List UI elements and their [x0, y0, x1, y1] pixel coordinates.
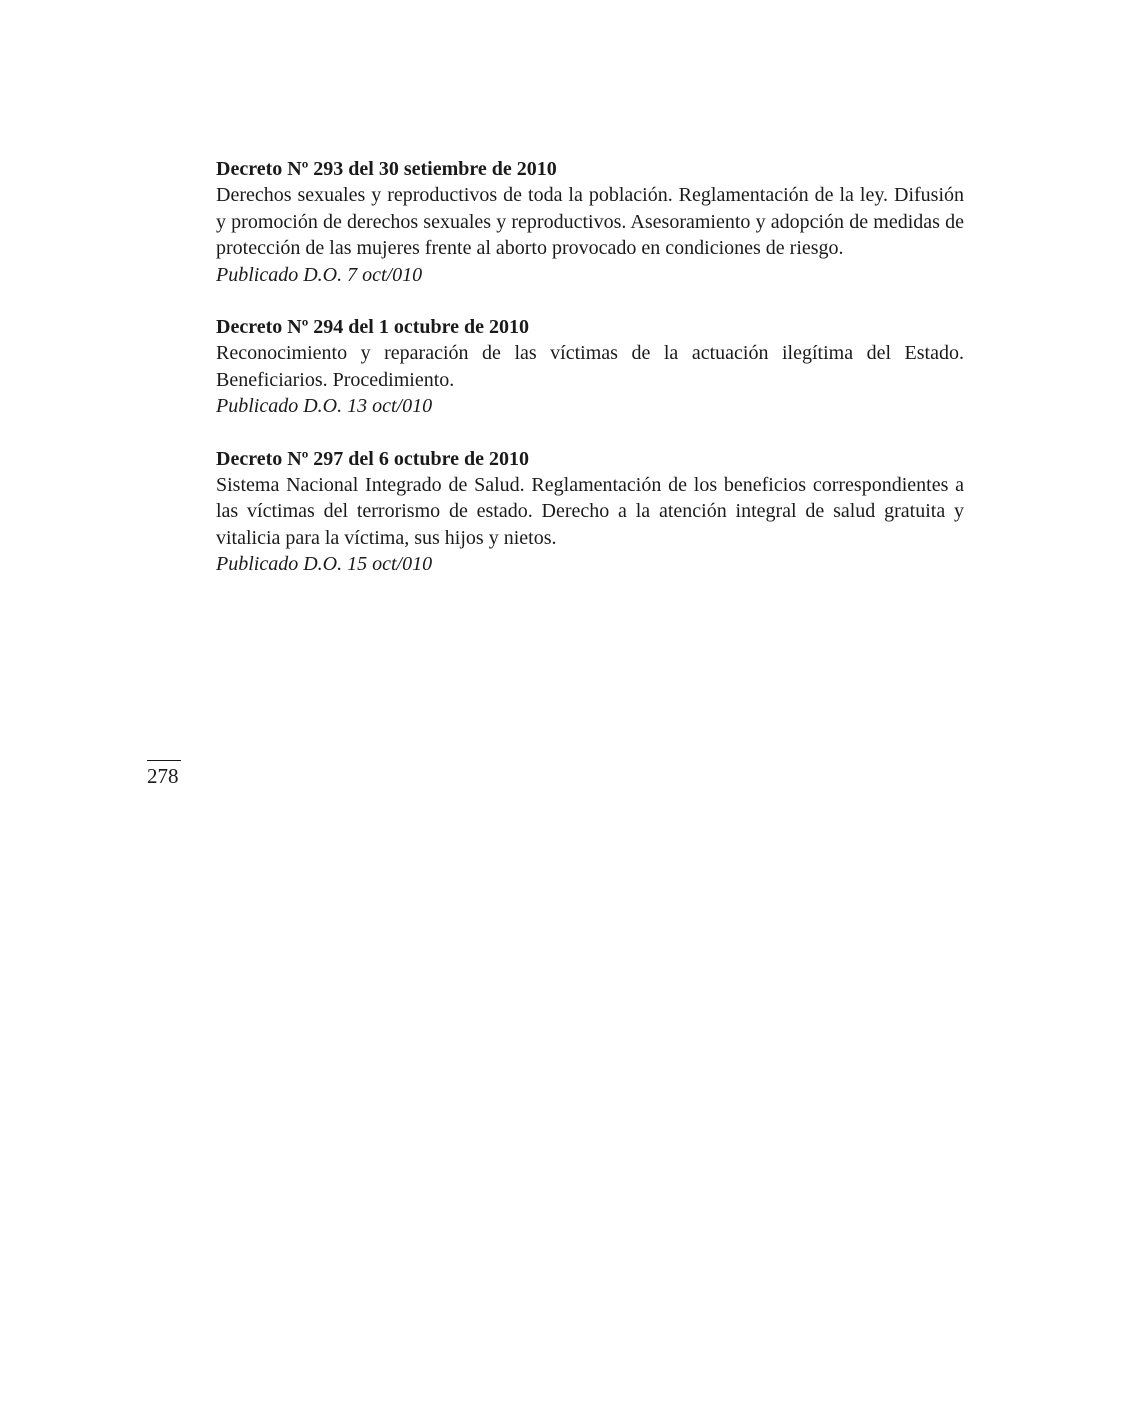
decree-title: Decreto Nº 293 del 30 setiembre de 2010: [216, 158, 557, 180]
decree-description: Reconocimiento y reparación de las víctimas de la actuación ilegítima del Estado. Beneficiarios. Procedimiento.: [216, 342, 964, 391]
decree-title: Decreto Nº 297 del 6 octubre de 2010: [216, 447, 530, 470]
decree-entry: [216, 446, 964, 578]
publication-note: Publicado D.O. 7 oct/010: [216, 263, 423, 286]
publication-note: Publicado D.O. 15 oct/010: [216, 553, 433, 575]
decree-description: Sistema Nacional Integrado de Salud. Reglamentación de los beneficios correspondientes a las víctimas del terrorismo de estado. Derecho a la atención integral de salud gratuita y vitalicia para la víctima, sus hijos y nietos.: [216, 473, 964, 549]
page-number: 278: [147, 760, 181, 788]
document-content: [216, 156, 964, 604]
decree-title: Decreto Nº 294 del 1 octubre de 2010: [216, 316, 530, 338]
decree-entry: [216, 156, 964, 288]
decree-description: Derechos sexuales y reproductivos de toda la población. Reglamentación de la ley. Difusión y promoción de derechos sexuales y reproductivos. Asesoramiento y adopción de medidas de protección de las mujeres frente al aborto provocado en condiciones de riesgo.: [216, 184, 964, 259]
decree-entry: [216, 314, 964, 420]
publication-note: Publicado D.O. 13 oct/010: [216, 395, 433, 417]
